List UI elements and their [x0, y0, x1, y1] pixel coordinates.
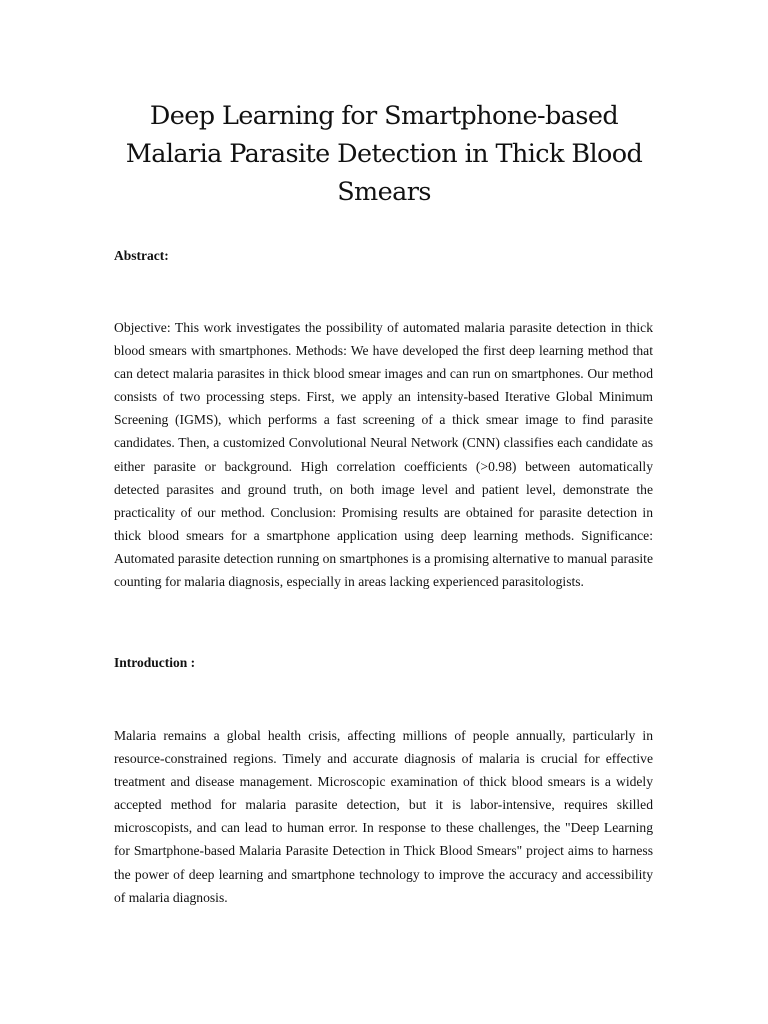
paper-title: Deep Learning for Smartphone-based Malaria Parasite Detection in Thick Blood Smears	[125, 101, 643, 207]
abstract-paragraph: Objective: This work investigates the possibility of automated malaria parasite detection in thick blood smears with smartphones. Methods: We have developed the first deep learning method that can detect malaria parasites in thick blood smear images and can run on smartphones. Our method consists of two processing steps. First, we apply an intensity-based Iterative Global Minimum Screening (IGMS), which performs a fast screening of a thick smear image to find parasite candidates. Then, a customized Convolutional Neural Network (CNN) classifies each candidate as either parasite or background. High correlation coefficients (>0.98) between automatically detected parasites and ground truth, on both image level and patient level, demonstrate the practicality of our method. Conclusion: Promising results are obtained for parasite detection in thick blood smears for a smartphone application using deep learning methods. Significance: Automated parasite detection running on smartphones is a promising alternative to manual parasite counting for malaria diagnosis, especially in areas lacking experienced parasitologists.	[114, 320, 653, 590]
introduction-heading: Introduction :	[114, 655, 196, 670]
introduction-paragraph: Malaria remains a global health crisis, affecting millions of people annually, particularly in resource-constrained regions. Timely and accurate diagnosis of malaria is crucial for effective treatment and disease management. Microscopic examination of thick blood smears is a widely accepted method for malaria parasite detection, but it is labor-intensive, requires skilled microscopists, and can lead to human error. In response to these challenges, the "Deep Learning for Smartphone-based Malaria Parasite Detection in Thick Blood Smears" project aims to harness the power of deep learning and smartphone technology to improve the accuracy and accessibility of malaria diagnosis.	[114, 728, 653, 905]
abstract-heading: Abstract:	[114, 248, 169, 263]
